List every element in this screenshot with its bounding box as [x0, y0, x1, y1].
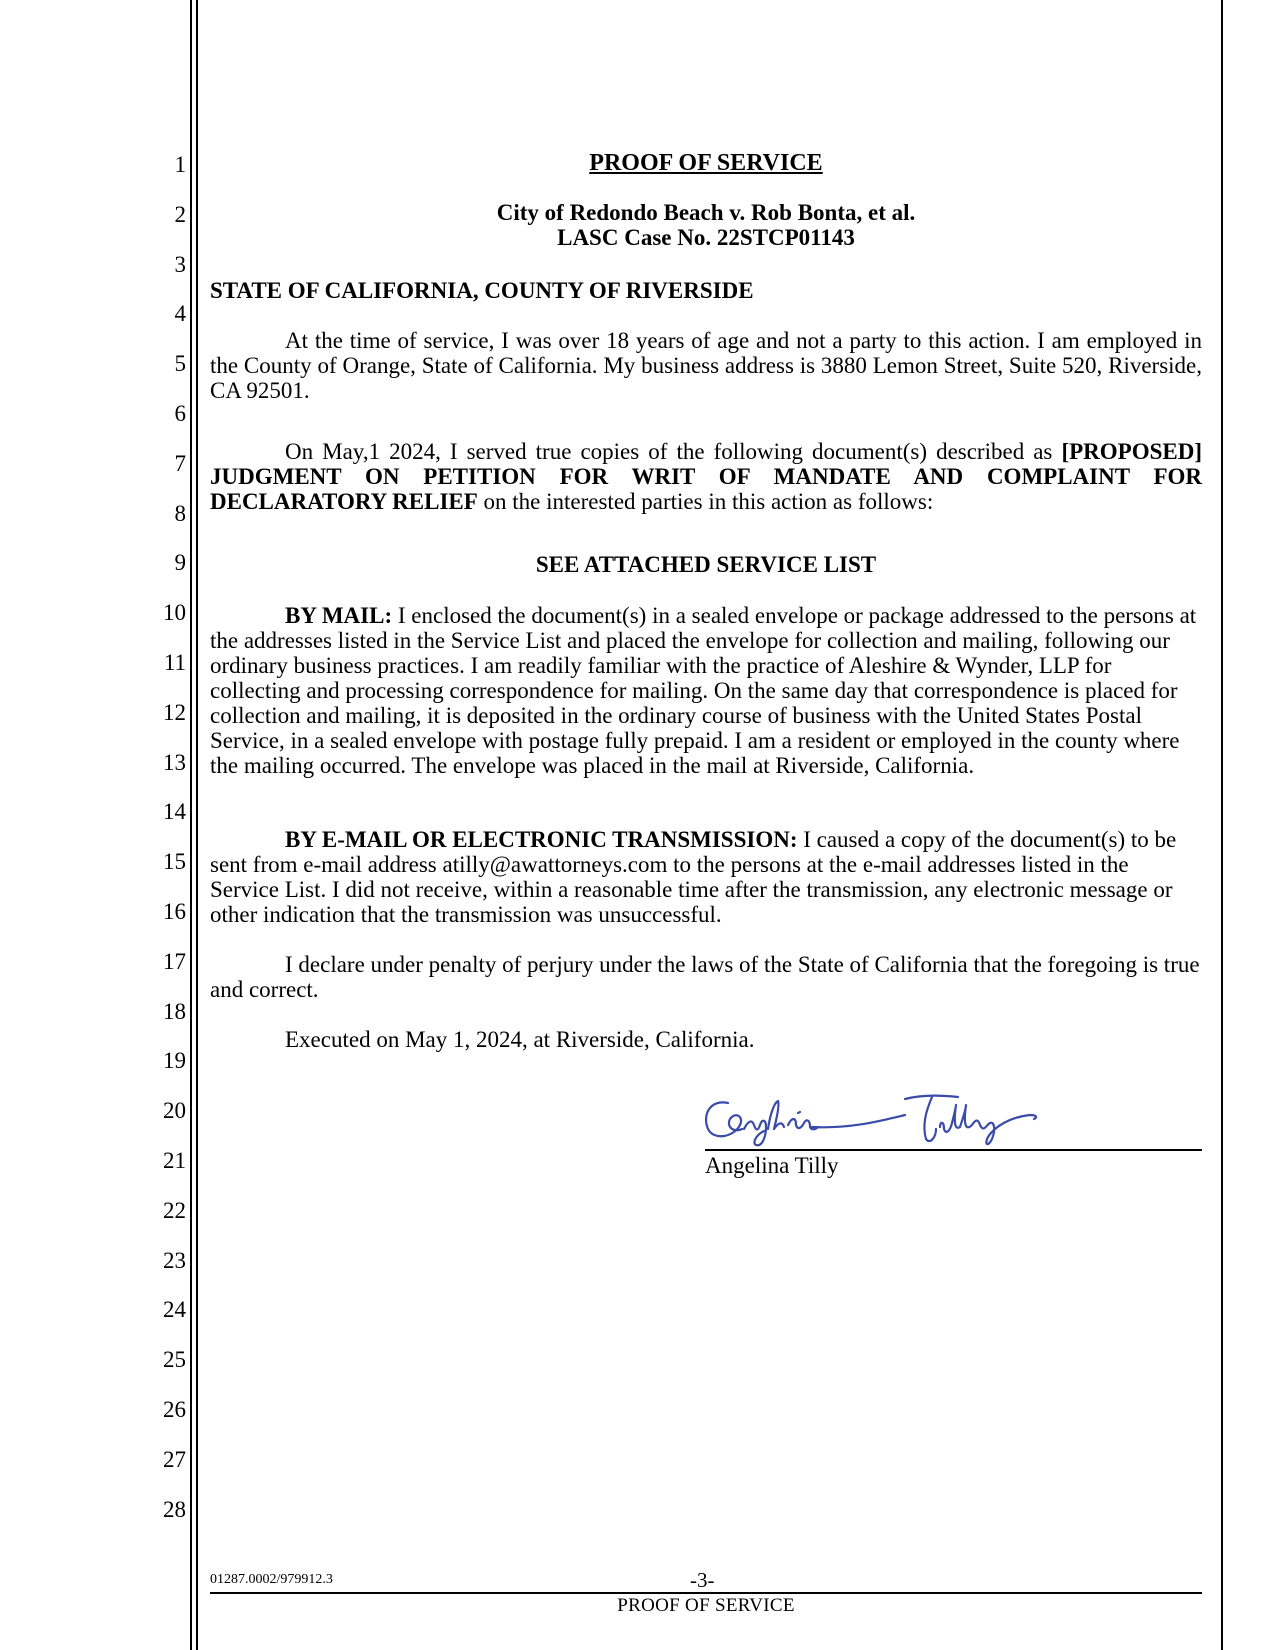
line-number: 17 — [163, 948, 186, 974]
line-number: 8 — [174, 500, 186, 526]
executed-text: Executed on May 1, 2024, at Riverside, California. — [285, 1027, 755, 1052]
line-number: 10 — [163, 600, 186, 626]
paragraph-executed — [210, 1027, 1202, 1052]
case-name: City of Redondo Beach v. Rob Bonta, et al. — [496, 200, 916, 225]
line-number: 12 — [163, 699, 186, 725]
line-number: 20 — [163, 1098, 186, 1124]
paragraph-service-statement — [210, 328, 1202, 403]
served-lead-text: On May,1 2024, I served true copies of the following document(s) described as — [285, 439, 1062, 464]
footer-page-number: -3- — [690, 1568, 715, 1592]
case-caption — [210, 200, 1202, 250]
document-title: PROOF OF SERVICE — [589, 150, 823, 176]
paragraph-documents-served — [210, 439, 1202, 514]
served-tail-text: on the interested parties in this action as follows: — [477, 489, 934, 514]
paragraph-declaration — [210, 952, 1202, 1002]
service-list-heading: SEE ATTACHED SERVICE LIST — [535, 552, 877, 577]
line-number: 23 — [163, 1247, 186, 1273]
case-number: LASC Case No. 22STCP01143 — [557, 225, 855, 250]
by-mail-label: BY MAIL: — [285, 603, 393, 628]
line-number: 4 — [174, 301, 186, 327]
by-email-text: I caused a copy of the document(s) to be sent from e-mail address atilly@awattorneys.com to the persons at the e-mail addresses listed in the Service List. I did not receive, within a reasonable time after the transmission, any electronic message or other indication that the transmission was unsuccessful. — [210, 827, 1177, 927]
line-number: 15 — [163, 849, 186, 875]
line-number: 28 — [163, 1496, 186, 1522]
by-email-label: BY E-MAIL OR ELECTRONIC TRANSMISSION: — [285, 827, 798, 852]
line-number: 9 — [174, 550, 186, 576]
line-number: 14 — [163, 799, 186, 825]
line-number: 6 — [174, 401, 186, 426]
left-margin-rule-inner — [196, 0, 198, 1650]
line-number: 13 — [163, 749, 186, 775]
by-mail-text: I enclosed the document(s) in a sealed envelope or package addressed to the persons at the addresses listed in the Service List and placed the envelope for collection and mailing, following our ordinary business practices. I am readily familiar with the practice of Aleshire & Wynder, LLP for collecting and processing correspondence for mailing. On the same day that correspondence is placed for collection and mailing, it is deposited in the ordinary course of business with the United States Postal Service, in a sealed envelope with postage fully prepaid. I am a resident or employed in the county where the mailing occurred. The envelope was placed in the mail at Riverside, California. — [210, 603, 1197, 778]
declaration-text: I declare under penalty of perjury under the laws of the State of California that the foregoing is true and correct. — [210, 952, 1200, 1002]
right-margin-rule — [1221, 0, 1223, 1650]
venue-heading: STATE OF CALIFORNIA, COUNTY OF RIVERSIDE — [210, 278, 754, 303]
line-number: 3 — [174, 251, 186, 277]
line-number: 2 — [174, 201, 186, 227]
signer-name: Angelina Tilly — [705, 1153, 839, 1178]
line-number: 5 — [174, 351, 186, 377]
served-document-title: [PROPOSED] JUDGMENT ON PETITION FOR WRIT OF MANDATE AND COMPLAINT FOR DECLARATORY RELIEF — [210, 439, 1202, 514]
line-number: 21 — [163, 1148, 186, 1173]
footer-document-reference: 01287.0002/979912.3 — [210, 1572, 333, 1587]
footer-title: PROOF OF SERVICE — [617, 1595, 795, 1616]
line-number: 24 — [163, 1297, 186, 1323]
handwritten-signature — [700, 1085, 1060, 1151]
footer-rule — [210, 1592, 1202, 1594]
signature-image — [700, 1085, 1202, 1151]
line-number: 26 — [163, 1397, 186, 1422]
line-number: 25 — [163, 1347, 186, 1373]
line-number: 19 — [163, 1048, 186, 1074]
line-number: 27 — [163, 1446, 186, 1472]
line-number: 1 — [174, 152, 186, 177]
paragraph-by-email — [210, 827, 1202, 927]
line-number: 18 — [163, 998, 186, 1024]
signature-line — [705, 1149, 1202, 1151]
line-number: 11 — [163, 650, 186, 675]
line-number: 7 — [174, 450, 186, 476]
service-statement-text: At the time of service, I was over 18 years of age and not a party to this action. I am employed in the County of Orange, State of California. My business address is 3880 Lemon Street, Suite 520, Riverside, CA 92501. — [210, 328, 1202, 403]
paragraph-by-mail — [210, 603, 1202, 778]
left-margin-rule-outer — [190, 0, 192, 1650]
line-number: 16 — [163, 899, 186, 924]
line-number: 22 — [163, 1197, 186, 1223]
